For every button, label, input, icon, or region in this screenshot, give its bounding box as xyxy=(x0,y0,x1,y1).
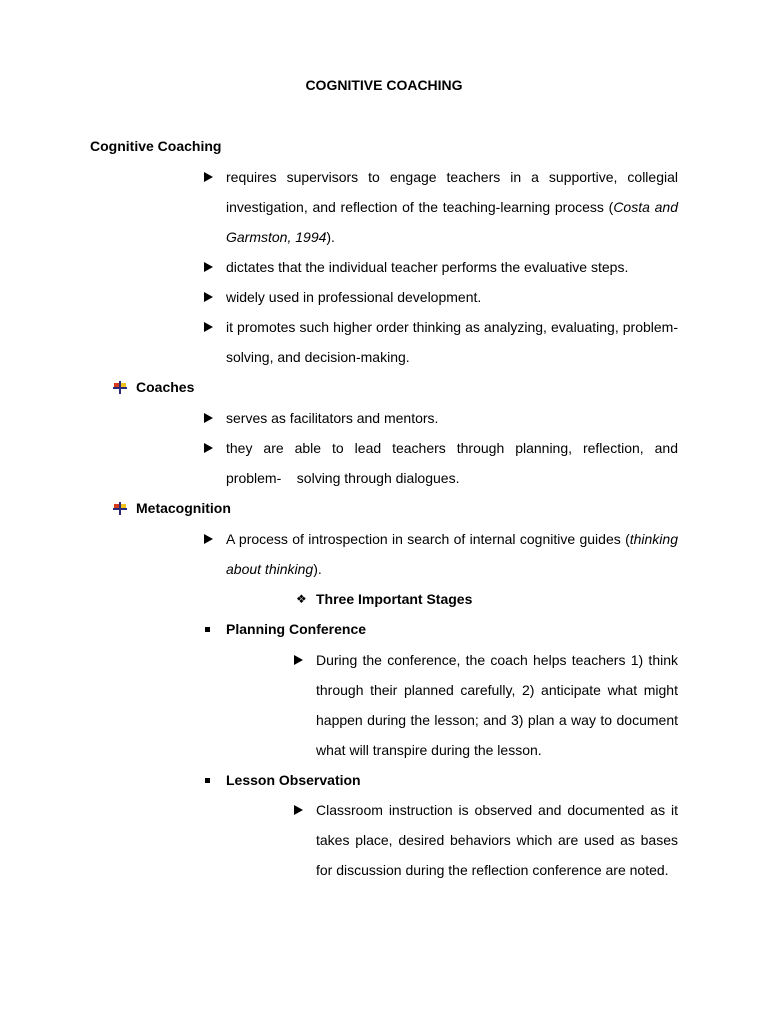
list-item xyxy=(204,433,678,463)
arrow-bullet-icon xyxy=(294,795,316,825)
list-item xyxy=(204,252,678,282)
list-item-text: A process of introspection in search of internal cognitive guides (thinking about thinking). xyxy=(226,531,678,577)
list-item xyxy=(294,645,678,765)
arrow-bullet-icon xyxy=(204,403,226,433)
square-bullet-icon xyxy=(205,627,210,632)
list-item xyxy=(204,403,678,433)
document-title: COGNITIVE COACHING xyxy=(305,77,463,93)
list-item-text: dictates that the individual teacher performs the evaluative steps. xyxy=(226,259,629,275)
list-item xyxy=(204,312,678,372)
arrow-bullet-icon xyxy=(294,645,316,675)
stage-heading-planning-conference: Planning Conference xyxy=(226,621,367,637)
section-heading-cognitive-coaching: Cognitive Coaching xyxy=(90,138,222,154)
section-heading-metacognition: Metacognition xyxy=(136,500,231,516)
list-item xyxy=(294,795,678,885)
subheading-three-important-stages: Three Important Stages xyxy=(316,591,473,607)
arrow-bullet-icon xyxy=(204,524,226,554)
list-item-text: During the conference, the coach helps teachers 1) think through their planned carefully, 2) anticipate what might happen during the lesson; and 3) plan a way to document what will transpire during the lesson. xyxy=(316,652,678,758)
list-item xyxy=(204,162,678,252)
square-bullet-icon xyxy=(205,778,210,783)
arrow-bullet-icon xyxy=(204,312,226,342)
colored-flag-bullet-icon xyxy=(113,380,127,394)
list-item xyxy=(204,282,678,312)
arrow-bullet-icon xyxy=(204,433,226,463)
stage-heading-lesson-observation: Lesson Observation xyxy=(226,772,361,788)
list-item-text: they are able to lead teachers through planning, reflection, and xyxy=(226,440,678,456)
arrow-bullet-icon xyxy=(204,282,226,312)
list-item-text: serves as facilitators and mentors. xyxy=(226,410,439,426)
list-item-text: widely used in professional development. xyxy=(226,289,482,305)
diamond-bullet-icon: ❖ xyxy=(296,592,307,606)
list-item-text: it promotes such higher order thinking as analyzing, evaluating, problem-solving, and decision-making. xyxy=(226,319,678,365)
list-item-text: Classroom instruction is observed and documented as it takes place, desired behaviors which are used as bases for discussion during the reflection conference are noted. xyxy=(316,802,678,878)
colored-flag-bullet-icon xyxy=(113,501,127,515)
list-item-continuation: problem- solving through dialogues. xyxy=(226,470,460,486)
arrow-bullet-icon xyxy=(204,252,226,282)
list-item-text: requires supervisors to engage teachers in a supportive, collegial investigation, and reflection of the teaching-learning process (Costa and Garmston, 1994). xyxy=(226,169,678,245)
list-item xyxy=(204,524,678,584)
arrow-bullet-icon xyxy=(204,162,226,192)
section-heading-coaches: Coaches xyxy=(136,379,195,395)
